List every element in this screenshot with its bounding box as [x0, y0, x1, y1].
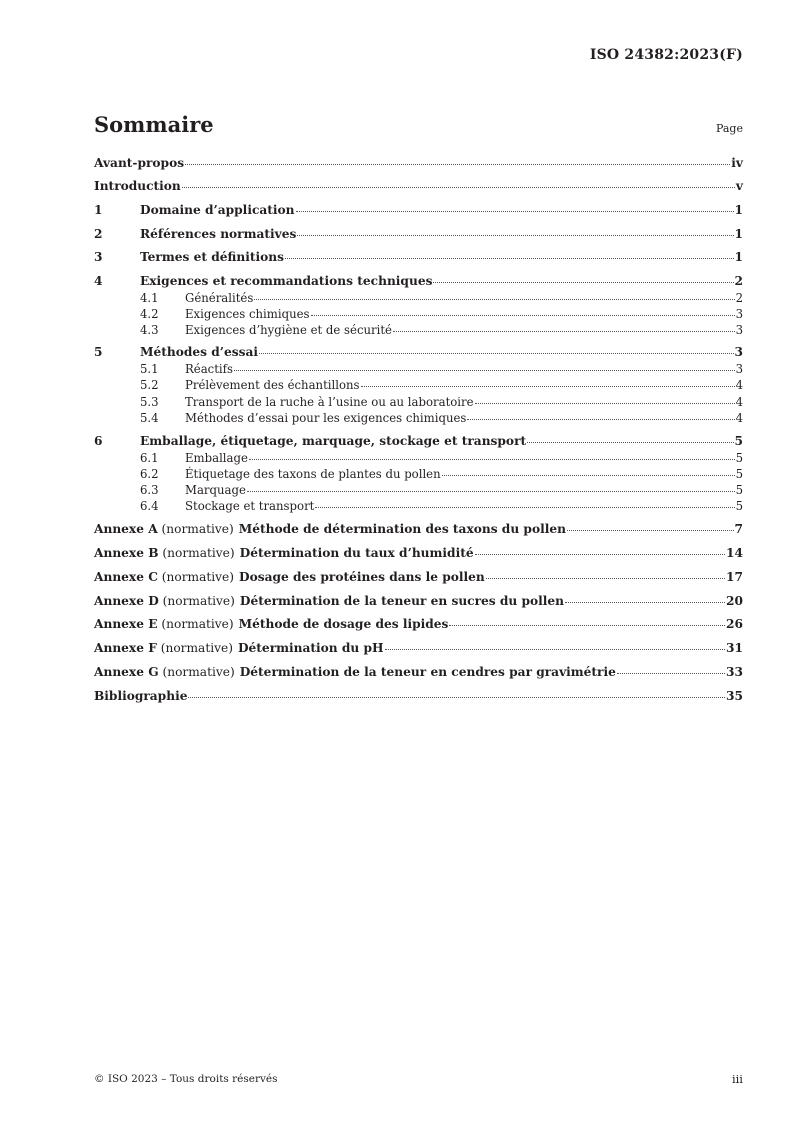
annex-kind: (normative) — [162, 546, 235, 560]
dot-leader — [393, 330, 735, 332]
subsection-number: 5.1 — [140, 362, 159, 376]
annex-title: Méthode de dosage des lipides — [238, 617, 449, 631]
annex-page: 20 — [726, 594, 743, 608]
subsection-number: 4.3 — [140, 323, 159, 337]
subsection-page: 3 — [735, 362, 743, 376]
toc-entry-avant-propos[interactable] — [94, 156, 743, 170]
dot-leader — [433, 281, 733, 283]
dot-leader — [234, 369, 735, 371]
subsection-page: 4 — [735, 395, 743, 409]
dot-leader — [449, 624, 725, 626]
subsection-number: 4.1 — [140, 291, 159, 305]
annex-key: Annexe D — [94, 594, 159, 608]
toc-section-2[interactable] — [94, 227, 743, 241]
dot-leader — [467, 418, 734, 420]
toc-subsection-4-3[interactable] — [94, 323, 743, 337]
subsection-title: Prélèvement des échantillons — [185, 378, 360, 392]
subsection-page: 3 — [735, 323, 743, 337]
dot-leader — [249, 458, 735, 460]
subsection-number: 6.2 — [140, 467, 159, 481]
copyright-notice: © ISO 2023 – Tous droits réservés — [94, 1073, 278, 1085]
annex-key: Annexe A — [94, 522, 158, 536]
section-page: 1 — [734, 203, 743, 217]
dot-leader — [527, 441, 733, 443]
subsection-page: 5 — [735, 483, 743, 497]
toc-entry-title: Introduction — [94, 179, 181, 193]
annex-page: 17 — [726, 570, 743, 584]
toc-section-5[interactable] — [94, 345, 743, 359]
subsection-number: 5.3 — [140, 395, 159, 409]
subsection-number: 6.3 — [140, 483, 159, 497]
toc-entry-page: v — [735, 179, 743, 193]
dot-leader — [475, 402, 735, 404]
annex-kind: (normative) — [161, 570, 235, 584]
subsection-page: 3 — [735, 307, 743, 321]
annex-title: Détermination du taux d’humidité — [239, 546, 474, 560]
toc-subsection-6-2[interactable] — [94, 467, 743, 481]
toc-section-6[interactable] — [94, 434, 743, 448]
dot-leader — [259, 352, 734, 354]
section-page: 1 — [734, 227, 743, 241]
toc-entry-page: iv — [731, 156, 743, 170]
subsection-number: 5.2 — [140, 378, 159, 392]
section-page: 5 — [734, 434, 743, 448]
section-title: Termes et définitions — [140, 250, 284, 264]
section-number: 3 — [94, 250, 103, 264]
annex-page: 33 — [726, 665, 743, 679]
section-number: 6 — [94, 434, 103, 448]
dot-leader — [188, 696, 725, 698]
toc-subsection-4-2[interactable] — [94, 307, 743, 321]
annex-key: Annexe E — [94, 617, 158, 631]
toc-section-1[interactable] — [94, 203, 743, 217]
toc-section-4[interactable] — [94, 274, 743, 288]
toc-annex-d[interactable] — [94, 594, 743, 608]
subsection-title: Étiquetage des taxons de plantes du pollen — [185, 467, 441, 481]
dot-leader — [315, 506, 734, 508]
subsection-title: Marquage — [185, 483, 246, 497]
subsection-number: 4.2 — [140, 307, 159, 321]
dot-leader — [475, 553, 725, 555]
annex-page: 26 — [726, 617, 743, 631]
subsection-title: Stockage et transport — [185, 499, 315, 513]
annex-page: 31 — [726, 641, 743, 655]
subsection-title: Généralités — [185, 291, 254, 305]
subsection-number: 6.1 — [140, 451, 159, 465]
dot-leader — [296, 210, 734, 212]
subsection-title: Réactifs — [185, 362, 233, 376]
subsection-page: 4 — [735, 378, 743, 392]
toc-entry-introduction[interactable] — [94, 179, 743, 193]
toc-entry-title: Avant-propos — [94, 156, 185, 170]
toc-heading — [94, 112, 743, 137]
annex-title: Méthode de détermination des taxons du pollen — [238, 522, 566, 536]
toc-entry-title: Bibliographie — [94, 689, 188, 703]
subsection-title: Transport de la ruche à l’usine ou au laboratoire — [185, 395, 474, 409]
dot-leader — [486, 577, 725, 579]
dot-leader — [247, 490, 735, 492]
section-page: 2 — [734, 274, 743, 288]
annex-kind: (normative) — [161, 617, 234, 631]
section-title: Exigences et recommandations techniques — [140, 274, 433, 288]
section-number: 1 — [94, 203, 103, 217]
page-column-label: Page — [715, 122, 743, 135]
annex-title: Détermination de la teneur en sucres du pollen — [239, 594, 565, 608]
annex-kind: (normative) — [162, 594, 235, 608]
section-number: 4 — [94, 274, 103, 288]
subsection-title: Emballage — [185, 451, 248, 465]
annex-page: 7 — [734, 522, 743, 536]
toc-annex-b[interactable] — [94, 546, 743, 560]
annex-key: Annexe B — [94, 546, 159, 560]
annex-title: Dosage des protéines dans le pollen — [239, 570, 485, 584]
toc-annex-g[interactable] — [94, 665, 743, 679]
dot-leader — [442, 474, 735, 476]
section-page: 3 — [734, 345, 743, 359]
section-page: 1 — [734, 250, 743, 264]
annex-title: Détermination du pH — [237, 641, 384, 655]
subsection-title: Exigences chimiques — [185, 307, 310, 321]
annex-page: 14 — [726, 546, 743, 560]
section-title: Domaine d’application — [140, 203, 295, 217]
subsection-title: Exigences d’hygiène et de sécurité — [185, 323, 392, 337]
toc-annex-a[interactable] — [94, 522, 743, 536]
section-number: 5 — [94, 345, 103, 359]
toc-annex-e[interactable] — [94, 617, 743, 631]
dot-leader — [297, 234, 733, 236]
dot-leader — [254, 298, 734, 300]
subsection-page: 2 — [735, 291, 743, 305]
annex-kind: (normative) — [160, 641, 233, 655]
toc-subsection-5-4[interactable] — [94, 411, 743, 425]
toc-subsection-4-1[interactable] — [94, 291, 743, 305]
subsection-title: Méthodes d’essai pour les exigences chimiques — [185, 411, 467, 425]
toc-entry-bibliographie[interactable] — [94, 689, 743, 703]
annex-title: Détermination de la teneur en cendres par gravimétrie — [239, 665, 616, 679]
annex-kind: (normative) — [162, 665, 235, 679]
subsection-page: 5 — [735, 467, 743, 481]
section-number: 2 — [94, 227, 103, 241]
dot-leader — [311, 314, 735, 316]
section-title: Emballage, étiquetage, marquage, stockage et transport — [140, 434, 527, 448]
subsection-number: 6.4 — [140, 499, 159, 513]
annex-kind: (normative) — [161, 522, 234, 536]
section-title: Méthodes d’essai — [140, 345, 259, 359]
annex-key: Annexe C — [94, 570, 158, 584]
dot-leader — [361, 385, 735, 387]
toc-subsection-5-2[interactable] — [94, 378, 743, 392]
toc-annex-f[interactable] — [94, 641, 743, 655]
annex-key: Annexe F — [94, 641, 157, 655]
dot-leader — [567, 529, 734, 531]
subsection-number: 5.4 — [140, 411, 159, 425]
toc-subsection-5-1[interactable] — [94, 362, 743, 376]
toc-annex-c[interactable] — [94, 570, 743, 584]
subsection-page: 4 — [735, 411, 743, 425]
dot-leader — [185, 163, 730, 165]
dot-leader — [565, 601, 725, 603]
toc-entry-page: 35 — [726, 689, 743, 703]
toc-subsection-5-3[interactable] — [94, 395, 743, 409]
toc-section-3[interactable] — [94, 250, 743, 264]
dot-leader — [182, 186, 735, 188]
dot-leader — [385, 648, 725, 650]
document-id: ISO 24382:2023(F) — [589, 47, 743, 63]
annex-key: Annexe G — [94, 665, 159, 679]
subsection-page: 5 — [735, 499, 743, 513]
toc-title: Sommaire — [94, 112, 214, 137]
page-number: iii — [731, 1072, 743, 1086]
subsection-page: 5 — [735, 451, 743, 465]
toc-subsection-6-4[interactable] — [94, 499, 743, 513]
toc-subsection-6-3[interactable] — [94, 483, 743, 497]
toc-subsection-6-1[interactable] — [94, 451, 743, 465]
section-title: Références normatives — [140, 227, 297, 241]
dot-leader — [285, 257, 734, 259]
dot-leader — [617, 672, 725, 674]
